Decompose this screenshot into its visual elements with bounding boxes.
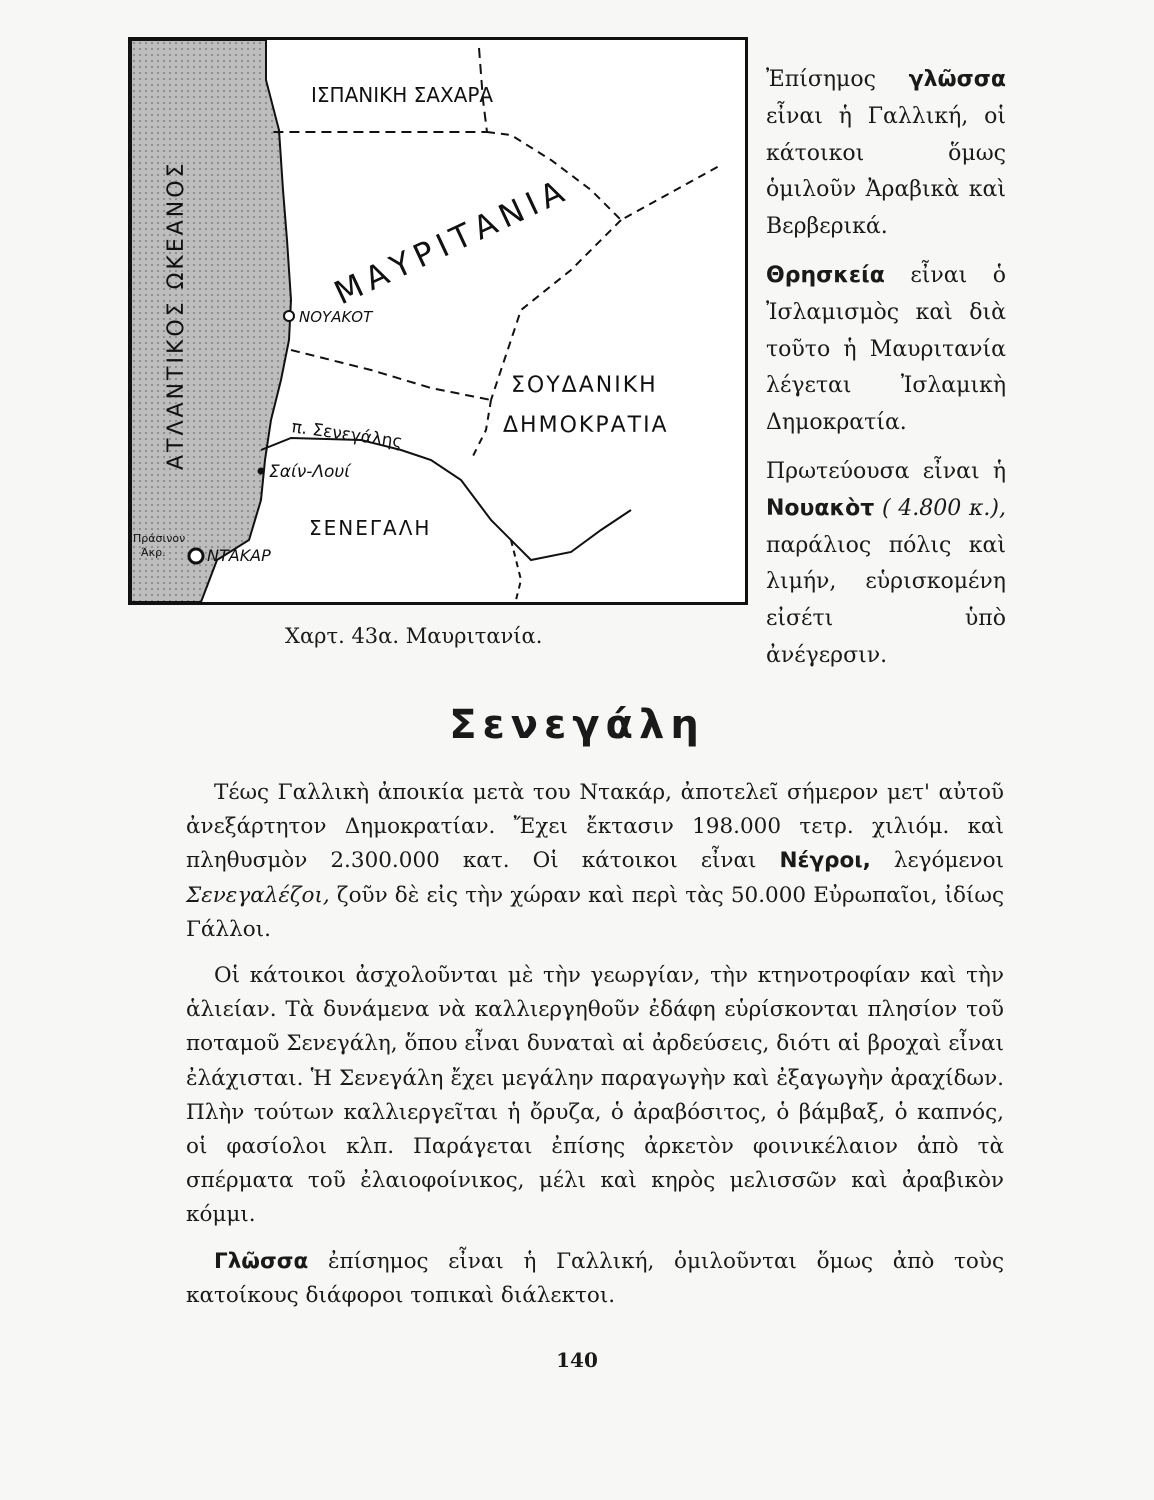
label-senegal: ΣΕΝΕΓΑΛΗ (309, 516, 432, 540)
map-caption: Χαρτ. 43α. Μαυριτανία. (285, 624, 543, 648)
map-of-mauritania (128, 37, 748, 605)
text: ἐπίσημος εἶναι ἡ Γαλλική, ὁμιλοῦνται ὅμως ἀπὸ τοὺς κατοίκους διάφοροι τοπικαὶ διάλεκτοι. (186, 1248, 1004, 1308)
text: Ἐπίσημος (766, 67, 909, 92)
saint-louis-marker (258, 468, 265, 475)
sidebar-text (766, 62, 1006, 687)
italic-text: Σενεγαλέζοι, (186, 882, 330, 908)
sidebar-paragraph-language (766, 62, 1006, 246)
text: ζοῦν δὲ εἰς τὴν χώραν καὶ περὶ τὰς 50.000 Εὐρωπαῖοι, ἰδίως Γάλλοι. (186, 882, 1004, 942)
nouakchott-marker (284, 311, 294, 321)
label-sudanese-1: ΣΟΥΔΑΝΙΚΗ (511, 373, 658, 398)
body-text (186, 776, 1004, 1325)
label-mauritania: ΜΑΥΡΙΤΑΝΙΑ (328, 170, 576, 313)
label-cape-verde-2: Άκρ. (141, 546, 166, 559)
label-cape-verde-1: Πράσινον (133, 532, 186, 545)
text: εἶναι ὁ Ἰσλαμισμὸς καὶ διὰ τοῦτο ἡ Μαυριτανία λέγεται Ἰσλαμικὴ Δημοκρατία. (766, 262, 1006, 436)
italic-text: ( 4.800 κ.), (874, 495, 1006, 521)
bold-term: Νουακὸτ (766, 495, 875, 521)
sidebar-paragraph-religion (766, 258, 1006, 442)
bold-term: Γλῶσσα (214, 1248, 309, 1274)
page-number: 140 (556, 1348, 598, 1372)
bold-term: Θρησκεία (766, 262, 885, 288)
label-ocean: ΑΤΛΑΝΤΙΚΟΣ ΩΚΕΑΝΟΣ (164, 160, 189, 470)
label-nouakchott: ΝΟΥΑΚΟΤ (299, 308, 373, 326)
bold-term: γλῶσσα (908, 67, 1006, 92)
bold-term: Νέγροι, (779, 848, 871, 874)
label-saint-louis: Σαίν-Λουί (269, 462, 350, 482)
label-senegal-river: π. Σενεγάλης (290, 417, 404, 453)
section-title: Σενεγάλη (449, 702, 705, 748)
border-sudan-west (291, 350, 491, 400)
text: Πρωτεύουσα εἶναι ἡ (766, 458, 1006, 484)
paragraph-economy: Οἱ κάτοικοι ἀσχολοῦνται μὲ τὴν γεωργίαν, τὴν κτηνοτροφίαν καὶ τὴν ἁλιείαν. Τὰ δυνάμενα νὰ καλλιεργηθοῦν ἐδάφη εὑρίσκονται πλησίον τοῦ ποταμοῦ Σενεγάλη, ὅπου εἶναι δυναταὶ αἱ ἀρδεύσεις, διότι αἱ βροχαὶ εἶναι ἐλάχισται. Ἡ Σενεγάλη ἔχει μεγάλην παραγωγὴν καὶ ἐξαγωγὴν ἀραχίδων. Πλὴν τούτων καλλιεργεῖται ἡ ὄρυζα, ὁ ἀραβόσιτος, ὁ βάμβαξ, ὁ καπνός, οἱ φασίολοι κλπ. Παράγεται ἐπίσης ἀρκετὸν φοινικέλαιον ἀπὸ τὰ σπέρματα τοῦ ἐλαιοφοίνικος, μέλι καὶ κηρὸς μελισσῶν καὶ ἀραβικὸν κόμμι. (186, 963, 1004, 1228)
text: λεγόμενοι (870, 848, 1004, 874)
text: παράλιος πόλις καὶ λιμήν, εὑρισκομένη εἰσέτι ὑπὸ ἀνέγερσιν. (766, 532, 1006, 668)
border-sudan-south (471, 400, 491, 460)
label-sudanese-2: ΔΗΜΟΚΡΑΤΙΑ (503, 413, 669, 438)
paragraph-language (186, 1245, 1004, 1313)
dakar-marker (189, 549, 203, 563)
paragraph-overview (186, 776, 1004, 947)
label-spanish-sahara: ΙΣΠΑΝΙΚΗ ΣΑΧΑΡΑ (311, 83, 494, 107)
label-dakar: ΝΤΑΚΑΡ (207, 546, 271, 565)
ocean-area (131, 40, 291, 602)
text: Τέως Γαλλικὴ ἀποικία μετὰ του Ντακάρ, ἀποτελεῖ σήμερον μετ' αὐτοῦ ἀνεξάρτητον Δημοκρατίαν. Ἔχει ἔκτασιν 198.000 τετρ. χιλιόμ. καὶ πληθυσμὸν 2.300.000 κατ. Οἱ κάτοικοι εἶναι (186, 780, 1004, 874)
text: εἶναι ἡ Γαλλική, οἱ κάτοικοι ὅμως ὁμιλοῦν Ἀραβικὰ καὶ Βερβερικά. (766, 103, 1006, 240)
senegal-river (261, 438, 631, 560)
sidebar-paragraph-capital (766, 454, 1006, 675)
map-drawing (131, 40, 745, 602)
